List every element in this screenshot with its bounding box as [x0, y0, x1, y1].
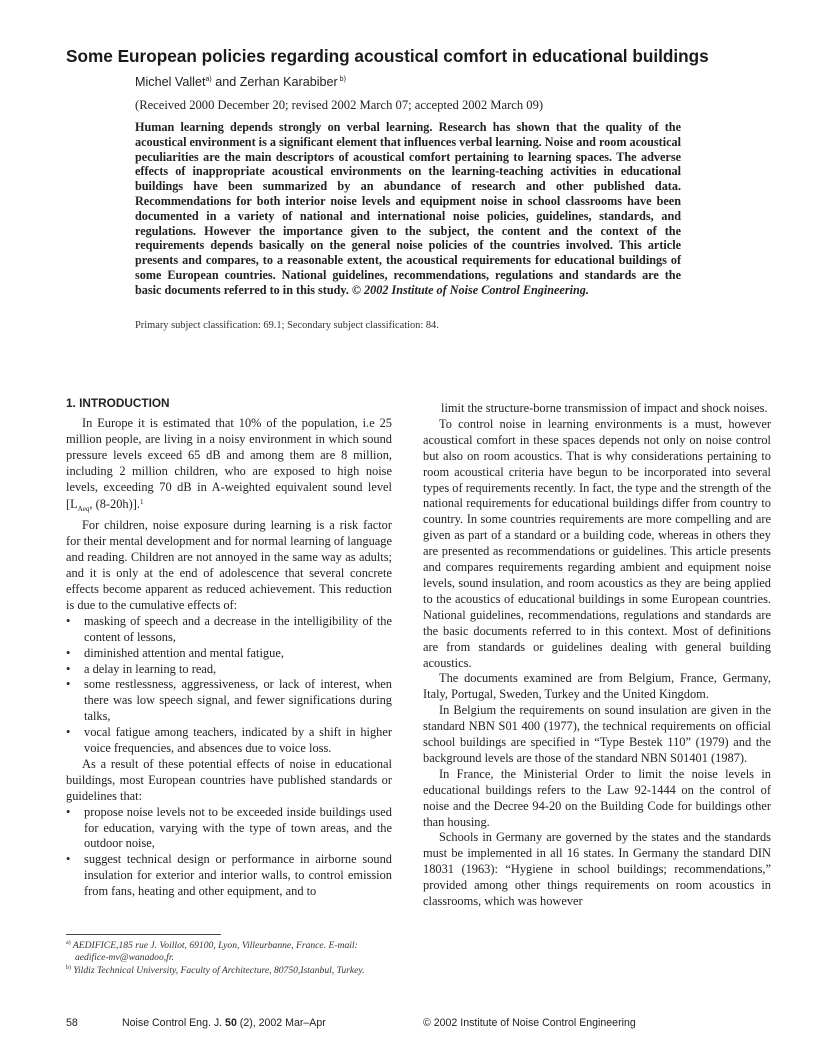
affiliation-mark-b: b) — [337, 75, 346, 83]
footer-copyright: © 2002 Institute of Noise Control Engineering — [423, 1017, 636, 1029]
journal-citation: Noise Control Eng. J. 50 (2), 2002 Mar–Apr — [122, 1017, 326, 1029]
footnotes — [66, 938, 388, 977]
author-line — [135, 75, 346, 89]
intro-paragraph-3: As a result of these potential effects of noise in educational buildings, most European countries have published standards or guidelines that: — [66, 756, 392, 803]
intro-paragraph-2: For children, noise exposure during learning is a risk factor for their mental development and for normal learning of language and reading. Children are not annoyed in the same way as adults; and it is only at the end of adolescence that several concrete effects become apparent as reduced achievement. This reduction is due to the cumulative effects of: — [66, 518, 392, 612]
abstract-text: Human learning depends strongly on verbal learning. Research has shown that the quality of the acoustical environment is a significant element that influences verbal learning. Noise and room acoustical peculiarities are the main descriptors of acoustical comfort pertaining to learning spaces. The adverse effects of inappropriate acoustical environments on the learning-teaching activities in educational buildings have been summarized by an abundance of research and other published data. Recommendations for both interior noise levels and equipment noise in school classrooms have been documented in a variety of national and international noise policies, guidelines, standards, and regulations. However the importance given to the subject, the content and the context of the requirements depends basically on the general noise policies of the countries involved. This article presents and compares, to a reasonable extent, the acoustical requirements for educational buildings of some European countries. National guidelines, recommendations, regulations and standards are the basic documents referred to in this study. — [135, 120, 681, 297]
footnote-divider — [66, 934, 221, 935]
list-item: • diminished attention and mental fatigue, — [66, 646, 392, 662]
author-vallet: Michel Vallet — [135, 75, 206, 89]
article-title: Some European policies regarding acoustical comfort in educational buildings — [66, 46, 709, 66]
page-number: 58 — [66, 1017, 78, 1029]
body-paragraph-2: The documents examined are from Belgium, France, Germany, Italy, Portugal, Sweden, Turkey and the United Kingdom. — [423, 671, 771, 702]
standards-list — [66, 805, 392, 900]
subject-classification: Primary subject classification: 69.1; Secondary subject classification: 84. — [135, 320, 439, 331]
footnote-b: $^{b)}$ Yildiz Technical University, Faculty of Architecture, 80750,Istanbul, Turkey. — [66, 965, 365, 977]
intro-paragraph-1: In Europe it is estimated that 10% of the population, i.e 25 million people, are living in a noisy environment in which sound pressure levels exceed 65 dB and among them are 8 million, including 2 million children, who are exposed to high noise levels, exceeding 70 dB in A-weighted equivalent sound level [$L_{Aeq}$, (8-20h)].$^1$ — [66, 415, 392, 514]
abstract — [135, 120, 681, 298]
reference-1: 1 — [139, 498, 144, 507]
list-item: • vocal fatigue among teachers, indicated by a shift in higher voice frequencies, and absences due to voice loss. — [66, 725, 392, 757]
body-paragraph-france: In France, the Ministerial Order to limit the noise levels in educational buildings refers to the Law 92-1444 on the control of noise and the Decree 94-20 on the Building Code for buildings other than housing. — [423, 766, 771, 829]
list-item: • suggest technical design or performance in airborne sound insulation for exterior and interior walls, to control emission from fans, heating and other equipment, and to — [66, 852, 392, 900]
effects-list — [66, 614, 392, 757]
body-paragraph-belgium: In Belgium the requirements on sound insulation are given in the standard NBN S01 400 (1977), the technical requirements on official school buildings are specified in “Type Bestek 110” (1979) and the background levels are those of the standard NBN S01401 (1987). — [423, 703, 771, 765]
list-item: • propose noise levels not to be exceeded inside buildings used for education, varying with the type of town areas, and the outdoor noise, — [66, 805, 392, 853]
body-paragraph-1: To control noise in learning environments is a must, however acoustical comfort in these spaces depends not only on noise control but also on room acoustics. That is why considerations pertaining to room acoustical criteria have begun to be incorporated into several types of requirements recently. In fact, the type and the strength of the national requirements for educational buildings differ from country to country. In some countries requirements are more compelling and are given as part of a standard or a building code, whereas in others they are presented as recommendations or guidelines. This article presents and compares requirements regarding ambient and equipment noise levels, sound insulation, and room acoustics as they are being applied to the acoustics of educational buildings in some European countries. National guidelines, recommendations, regulations and standards are the basic documents referred to in this context. Most of definitions are from standards or guidelines dealing with general building acoustics. — [423, 416, 771, 670]
list-continuation: limit the structure-borne transmission of impact and shock noises. — [441, 401, 768, 415]
list-item: • a delay in learning to read, — [66, 662, 392, 678]
received-dates: (Received 2000 December 20; revised 2002 March 07; accepted 2002 March 09) — [135, 98, 544, 112]
list-item: • some restlessness, aggressiveness, or lack of interest, when there was low speech signal, and fewer significations during talks, — [66, 677, 392, 725]
left-column — [66, 396, 392, 900]
author-connector: and — [211, 75, 240, 89]
footnote-a: $^{a)}$ AEDIFICE,185 rue J. Voillot, 69100, Lyon, Villeurbanne, France. E-mail: aedifice-mv@wanadoo,fr. — [66, 940, 358, 963]
list-item: • masking of speech and a decrease in the intelligibility of the content of lessons, — [66, 614, 392, 646]
affiliation-mark-a: a) — [205, 75, 212, 83]
body-paragraph-germany: Schools in Germany are governed by the states and the standards must be implemented in all 16 states. In Germany the standard DIN 18031 (1963): “Hygiene in school buildings; recommendations,” provided among other things requirements on room acoustics in classrooms, which was however — [423, 830, 771, 909]
laeq-subscript: Aeq — [77, 505, 90, 514]
section-heading-introduction: 1. INTRODUCTION — [66, 396, 170, 410]
abstract-copyright: © 2002 Institute of Noise Control Engineering. — [351, 282, 589, 297]
right-column — [423, 401, 771, 910]
journal-volume: 50 — [225, 1017, 237, 1029]
author-karabiber: Zerhan Karabiber — [239, 75, 338, 89]
